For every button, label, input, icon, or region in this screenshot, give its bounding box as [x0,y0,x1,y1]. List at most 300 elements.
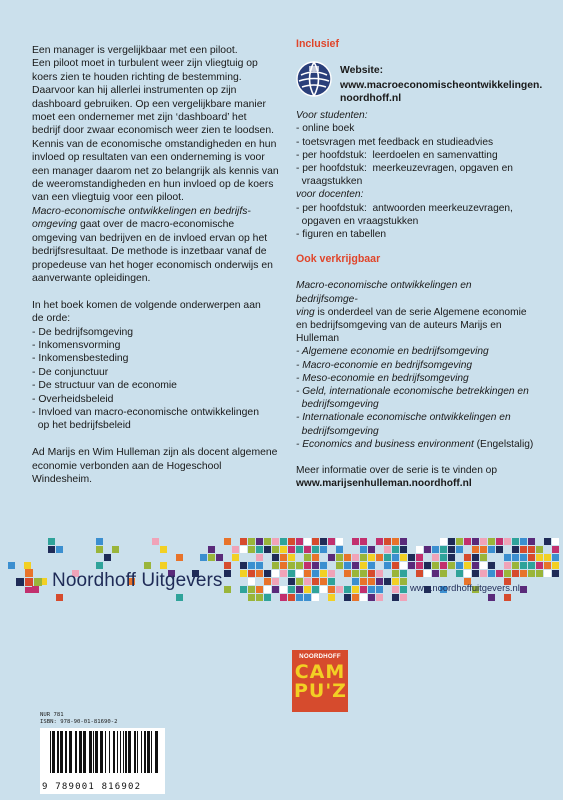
barcode-bar [52,731,55,773]
series-book-title: - Macro-economie en bedrijfsomgeving [296,359,473,371]
mosaic-tile [368,578,375,585]
mosaic-tile [528,554,535,561]
mosaic-tile [96,538,103,545]
intro-line: koers zien te houden richting de bestemming. [32,71,242,83]
book-title-italic: Macro-economische ontwikkelingen en bedrijfs- [32,205,251,217]
website-label: Website: [340,65,384,77]
mosaic-tile [312,538,319,545]
noordhoff-logo-icon [16,568,44,594]
campus-word [294,663,346,701]
mosaic-tile [248,586,255,593]
mosaic-tile [368,546,375,553]
mosaic-tile [368,570,375,577]
mosaic-tile [264,578,271,585]
mosaic-tile [400,554,407,561]
barcode-bar [155,731,158,773]
mosaic-tile [160,546,167,553]
series-lines [296,319,536,345]
barcode-bar [117,731,118,773]
mosaic-tile [280,554,287,561]
mosaic-tile [272,538,279,545]
mosaic-tile [392,554,399,561]
mosaic-tile [56,546,63,553]
mosaic-tile [392,586,399,593]
mosaic-tile [408,562,415,569]
mosaic-tile [536,562,543,569]
mosaic-tile [280,546,287,553]
teachers-list [296,202,536,242]
intro-line: dashboard gebruiken. Op een vergelijkbare manier [32,98,266,110]
mosaic-tile [272,546,279,553]
mosaic-tile [296,578,303,585]
barcode-bar [65,731,67,773]
barcode-bar [147,731,150,773]
mosaic-tile [416,570,423,577]
intro-line: Kennis van de economische omstandigheden en hun [32,138,277,150]
mosaic-tile [248,578,255,585]
mosaic-tile [512,570,519,577]
mosaic-tile [504,594,511,601]
mosaic-tile [304,586,311,593]
barcode-bar [125,731,127,773]
intro-line: Daarvoor kan hij allerlei instrumenten op zijn [32,85,237,97]
mosaic-tile [336,538,343,545]
mosaic-tile [368,554,375,561]
mosaic-tile [8,562,15,569]
mosaic-tile [352,586,359,593]
mosaic-tile [528,570,535,577]
mosaic-tile [400,562,407,569]
mosaic-tile [392,538,399,545]
mosaic-tile [360,562,367,569]
barcode-bar [93,731,94,773]
mosaic-tile [536,554,543,561]
mosaic-tile [256,562,263,569]
mosaic-tile [288,562,295,569]
mosaic-tile [520,546,527,553]
teacher-item: - per hoofdstuk: antwoorden meerkeuzevragen, [296,202,513,214]
series-book-item [296,372,536,385]
mosaic-tile [264,570,271,577]
mosaic-tile [376,538,383,545]
mosaic-tile [520,586,527,593]
mosaic-tile [552,570,559,577]
student-item: - online boek [296,123,355,135]
teacher-item: opgaven en vraagstukken [296,215,419,227]
mosaic-tile [512,538,519,545]
website-url-cont[interactable]: noordhoff.nl [340,93,402,105]
mosaic-tile [504,554,511,561]
barcode-bar [83,731,86,773]
topic-item: - De conjunctuur [32,366,109,378]
mosaic-tile [256,594,263,601]
mosaic-tile [480,570,487,577]
barcode-bar [57,731,59,773]
mosaic-tile [240,562,247,569]
mosaic-tile [456,538,463,545]
series-book-title: bedrijfsomgeving [296,399,379,411]
mosaic-tile [360,554,367,561]
mosaic-tile [448,562,455,569]
mosaic-tile [320,546,327,553]
mosaic-tile [296,546,303,553]
mosaic-tile [552,554,559,561]
mosaic-tile [480,562,487,569]
mosaic-tile [424,546,431,553]
website-text [340,61,542,105]
topic-item: - Overheidsbeleid [32,393,114,405]
mosaic-tile [400,546,407,553]
mosaic-tile [360,578,367,585]
mosaic-tile [456,570,463,577]
website-block [296,61,543,105]
series-line: Hulleman [296,333,340,345]
mosaic-tile [256,586,263,593]
mosaic-tile [448,546,455,553]
mosaic-tile [280,562,287,569]
series-book-item [296,345,536,358]
mosaic-tile [344,594,351,601]
mosaic-tile [256,546,263,553]
globe-icon [296,61,332,97]
barcode-bar [144,731,146,773]
student-item: vraagstukken [296,176,363,188]
mosaic-tile [288,594,295,601]
mosaic-tile [296,594,303,601]
mosaic-tile [304,594,311,601]
description-line: bedrijfsresultaat. De methode is inzetbaar vanaf de [32,246,267,258]
series-line: en bedrijfsomgeving van de auteurs Marijs en [296,320,502,332]
barcode-bar [120,731,121,773]
description-line: aanverwante opleidingen. [32,272,151,284]
mosaic-tile [392,594,399,601]
mosaic-tile [376,570,383,577]
mosaic-tile [360,570,367,577]
mosaic-tile [400,570,407,577]
mosaic-tile [456,546,463,553]
mosaic-tile [336,554,343,561]
topics-intro-line: de orde: [32,313,71,325]
barcode [40,728,165,794]
mosaic-tile [472,570,479,577]
barcode-bar [113,731,115,773]
mosaic-tile [376,586,383,593]
topics-list [32,326,270,433]
barcode-bar [109,731,110,773]
barcode-bar [128,731,131,773]
mosaic-tile [400,538,407,545]
mosaic-tile [304,538,311,545]
mosaic-tile [320,570,327,577]
series-book-item [296,359,536,372]
intro-line: de weeromstandigheden en hun invloed op de koers [32,179,274,191]
mosaic-tile [296,586,303,593]
barcode-bar [151,731,152,773]
mosaic-tile [392,578,399,585]
mosaic-tile [504,570,511,577]
mosaic-tile [528,538,535,545]
website-url[interactable]: www.macroeconomischeontwikkelingen. [340,80,543,92]
mosaic-tile [272,586,279,593]
mosaic-tile [240,586,247,593]
mosaic-tile [512,546,519,553]
mosaic-tile [232,546,239,553]
intro-line: Een piloot moet in turbulent weer zijn vliegtuig op [32,58,258,70]
publisher-name: Noordhoff Uitgevers [52,570,223,591]
mosaic-tile [368,562,375,569]
mosaic-tile [264,538,271,545]
mosaic-tile [224,562,231,569]
mosaic-tile [488,562,495,569]
mosaic-tile [464,562,471,569]
barcode-bar [95,731,98,773]
mosaic-tile [368,594,375,601]
topic-item: - Inkomensbesteding [32,353,129,365]
barcode-bar [60,731,63,773]
mosaic-tile [336,586,343,593]
mosaic-tile [416,554,423,561]
mosaic-tile [176,594,183,601]
mosaic-tile [360,538,367,545]
mosaic-tile [256,570,263,577]
mosaic-tile [312,594,319,601]
mosaic-tile [320,578,327,585]
barcode-bar [123,731,124,773]
mosaic-tile [264,586,271,593]
mosaic-tile [392,546,399,553]
mosaic-tile [472,546,479,553]
topic-item: - Inkomensvorming [32,339,121,351]
mosaic-tile [248,562,255,569]
barcode-bar [79,731,82,773]
authors-paragraph [32,446,278,486]
topics-intro-line: In het boek komen de volgende onderwerpen aan [32,299,261,311]
barcode-bars [40,731,165,785]
mosaic-tile [440,570,447,577]
mosaic-tile [552,562,559,569]
mosaic-tile [320,562,327,569]
publisher-url[interactable]: www.noordhoffuitgevers.nl [410,582,520,593]
mosaic-tile [504,538,511,545]
series-book-title: - Economics and business environment [296,438,474,450]
mosaic-tile [240,570,247,577]
mosaic-tile [312,586,319,593]
mosaic-tile [328,578,335,585]
series-book-title: - Algemene economie en bedrijfsomgeving [296,346,489,358]
mosaic-tile [528,562,535,569]
series-book-item [296,398,536,411]
campus-word-line1: CAM [294,661,346,683]
mosaic-tile [528,546,535,553]
mosaic-tile [264,546,271,553]
mosaic-tile [520,554,527,561]
mosaic-tile [352,570,359,577]
mosaic-tile [376,578,383,585]
book-description [32,205,270,232]
mosaic-tile [384,554,391,561]
mosaic-tile [280,586,287,593]
intro-line: bedrijf door zwaar economisch weer zien te loodsen. [32,125,274,137]
mosaic-tile [464,554,471,561]
mosaic-tile [496,570,503,577]
mosaic-tile [224,586,231,593]
mosaic-tile [336,562,343,569]
description-line: propedeuse van het hoger economisch onderwijs en [32,259,273,271]
mosaic-tile [328,554,335,561]
description-column [32,44,279,486]
students-list [296,122,536,188]
mosaic-tile [272,578,279,585]
barcode-bar [137,731,138,773]
mosaic-tile [544,554,551,561]
mosaic-tile [312,546,319,553]
mosaic-tile [520,538,527,545]
mosaic-tile [104,554,111,561]
mosaic-tile [416,562,423,569]
mosaic-tile [400,578,407,585]
campus-top-text: NOORDHOFF [299,653,341,660]
student-item: - per hoofdstuk: meerkeuzevragen, opgaven en [296,163,513,175]
authors-line: Windesheim. [32,473,93,485]
series-book-title: - Geld, internationale economische betrekkingen en [296,386,529,398]
more-info-text: Meer informatie over de serie is te vinden op [296,465,498,477]
mosaic-tile [440,562,447,569]
mosaic-tile [384,546,391,553]
mosaic-tile [152,538,159,545]
mosaic-tile [312,562,319,569]
mosaic-tile [352,538,359,545]
series-book-item [296,425,536,438]
barcode-bar [100,731,103,773]
intro-line: invloed op resultaten van een onderneming is voor [32,152,265,164]
series-book-item [296,385,536,398]
mosaic-tile [272,562,279,569]
mosaic-tile [176,554,183,561]
mosaic-tile [304,578,311,585]
barcode-digits: 9 789001 816902 [42,782,142,792]
mosaic-tile [328,570,335,577]
mosaic-tile [440,554,447,561]
mosaic-tile [336,546,343,553]
authors-line: economie verbonden aan de Hogeschool [32,460,222,472]
mosaic-tile [280,538,287,545]
book-description-text: gaat over de macro-economische [77,219,235,231]
mosaic-tile [352,578,359,585]
mosaic-tile [464,570,471,577]
mosaic-tile [288,570,295,577]
mosaic-tile [384,562,391,569]
mosaic-tile [352,554,359,561]
barcode-bar [75,731,77,773]
inclusief-header: Inclusief [296,38,339,50]
available-header: Ook verkrijgbaar [296,253,381,266]
mosaic-tile [504,562,511,569]
mosaic-tile [248,594,255,601]
mosaic-tile [440,546,447,553]
mosaic-tile [224,538,231,545]
mosaic-tile [512,554,519,561]
topic-item: - De bedrijfsomgeving [32,326,134,338]
mosaic-tile [480,554,487,561]
mosaic-tile [544,538,551,545]
intro-line: Een manager is vergelijkbaar met een piloot. [32,45,238,56]
series-paragraph [296,279,536,319]
mosaic-tile [480,538,487,545]
barcode-bar [50,731,51,773]
student-item: - toetsvragen met feedback en studieadvies [296,136,494,148]
extras-column [296,38,543,490]
student-item: - per hoofdstuk: leerdoelen en samenvatting [296,149,498,161]
series-book-item [296,438,536,451]
mosaic-tile [272,554,279,561]
mosaic-tile [208,554,215,561]
mosaic-tile [384,538,391,545]
mosaic-tile [512,562,519,569]
topic-item: op het bedrijfsbeleid [32,420,131,432]
mosaic-tile [432,554,439,561]
barcode-bar [134,731,136,773]
description-line: omgeving van bedrijven en de invloed ervan op het [32,232,268,244]
mosaic-tile [248,546,255,553]
teachers-header: voor docenten: [296,189,364,201]
mosaic-tile [552,538,559,545]
mosaic-tile [400,594,407,601]
mosaic-tile [432,570,439,577]
mosaic-tile [472,554,479,561]
campus-logo [292,650,348,712]
mosaic-tile [400,586,407,593]
mosaic-tile [376,554,383,561]
mosaic-tile [304,546,311,553]
mosaic-tile [432,562,439,569]
mosaic-tile [296,538,303,545]
mosaic-tile [280,570,287,577]
mosaic-tile [304,562,311,569]
mosaic-tile [536,546,543,553]
barcode-area [40,712,165,796]
mosaic-tile [256,538,263,545]
barcode-bar [89,731,92,773]
mosaic-tile [312,570,319,577]
mosaic-tile [472,562,479,569]
intro-line: van een vliegtuig voor een piloot. [32,192,184,204]
series-book-title: bedrijfsomgeving [296,425,379,437]
mosaic-tile [392,570,399,577]
mosaic-tile [424,570,431,577]
mosaic-tile [488,538,495,545]
publisher-logo [16,568,223,594]
barcode-bar [69,731,72,773]
mosaic-tile [200,554,207,561]
barcode-bar [141,731,142,773]
mosaic-tile [240,546,247,553]
mosaic-tile [360,594,367,601]
mosaic-tile [304,570,311,577]
mosaic-tile [264,594,271,601]
mosaic-tile [328,586,335,593]
mosaic-tile [96,546,103,553]
mosaic-tile [424,562,431,569]
mosaic-tile [224,570,231,577]
mosaic-tile [272,570,279,577]
mosaic-tile [256,554,263,561]
more-info-url[interactable]: www.marijsenhulleman.noordhoff.nl [296,478,472,490]
mosaic-tile [472,538,479,545]
isbn-code: ISBN: 978-90-01-81690-2 [40,719,118,725]
mosaic-tile [376,594,383,601]
mosaic-tile [312,554,319,561]
mosaic-tile [56,594,63,601]
